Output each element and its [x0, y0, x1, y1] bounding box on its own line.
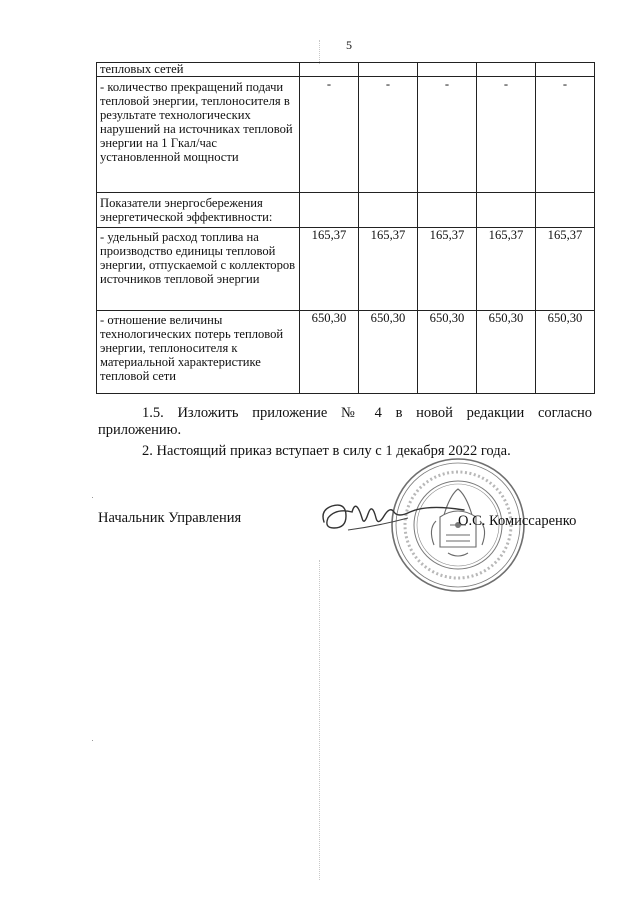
- signatory-title: Начальник Управления: [98, 510, 242, 526]
- table-row-label: - количество прекращений подачи тепловой энергии, теплоносителя в результате технологических нарушений на источниках тепловой энергии на 1 Гкал/час установленной мощности: [97, 77, 300, 193]
- table-cell: [418, 63, 477, 77]
- page-number: 5: [346, 38, 352, 52]
- table-cell: [536, 193, 595, 228]
- table-cell: 165,37: [359, 228, 418, 311]
- table-row-label: - отношение величины технологических потерь тепловой энергии, теплоносителя к материальной характеристике тепловой сети: [97, 311, 300, 394]
- scan-speck: [92, 497, 93, 498]
- table-row-label: тепловых сетей: [97, 63, 300, 77]
- table-cell: -: [477, 77, 536, 193]
- table-row-label: - удельный расход топлива на производство единицы тепловой энергии, отпускаемой с коллекторов источников тепловой энергии: [97, 228, 300, 311]
- table-cell: 650,30: [359, 311, 418, 394]
- table-cell: 650,30: [477, 311, 536, 394]
- center-fold-line-top: [319, 40, 320, 64]
- table-row: [97, 311, 595, 394]
- table-cell: -: [418, 77, 477, 193]
- table-cell: -: [359, 77, 418, 193]
- table-row: [97, 228, 595, 311]
- table-cell: 165,37: [536, 228, 595, 311]
- table-cell: [359, 63, 418, 77]
- table-cell: 165,37: [477, 228, 536, 311]
- table-cell: 650,30: [300, 311, 359, 394]
- scan-speck: [92, 740, 93, 741]
- table-cell: [477, 193, 536, 228]
- table-cell: 165,37: [418, 228, 477, 311]
- table-row: [97, 193, 595, 228]
- table-cell: -: [536, 77, 595, 193]
- paragraph-1-5: 1.5. Изложить приложение № 4 в новой редакции согласно приложению.: [98, 405, 592, 438]
- table-cell: [359, 193, 418, 228]
- table-row: [97, 63, 595, 77]
- paragraph-2: 2. Настоящий приказ вступает в силу с 1 декабря 2022 года.: [142, 443, 511, 459]
- table-cell: [300, 63, 359, 77]
- table-cell: [418, 193, 477, 228]
- center-fold-line-bottom: [319, 560, 320, 880]
- table-cell: 165,37: [300, 228, 359, 311]
- indicators-table: [96, 62, 595, 394]
- table-cell: [300, 193, 359, 228]
- table-cell: 650,30: [418, 311, 477, 394]
- table-cell: -: [300, 77, 359, 193]
- table-cell: [477, 63, 536, 77]
- table-cell: [536, 63, 595, 77]
- table-row: [97, 77, 595, 193]
- handwritten-signature: [318, 488, 468, 538]
- signatory-name: О.С. Комиссаренко: [458, 513, 577, 529]
- table-row-label: Показатели энергосбережения энергетической эффективности:: [97, 193, 300, 228]
- table-cell: 650,30: [536, 311, 595, 394]
